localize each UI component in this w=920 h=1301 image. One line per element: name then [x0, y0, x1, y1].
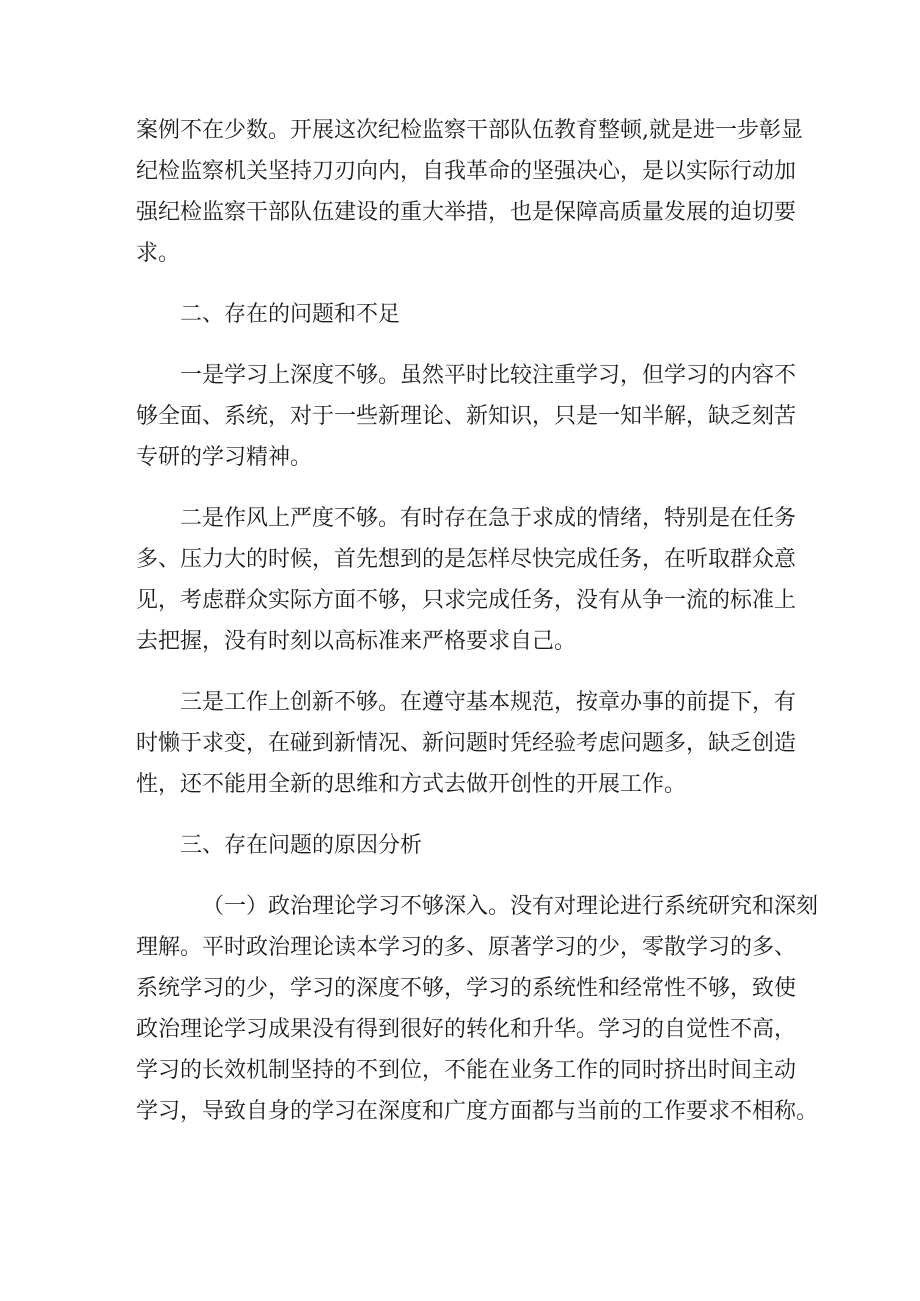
text-line: 时懒于求变，在碰到新情况、新问题时凭经验考虑问题多，缺乏创造: [136, 731, 797, 756]
text-line: 去把握，没有时刻以高标准来严格要求自己。: [136, 629, 577, 654]
document-body: [136, 110, 819, 1132]
text-line: 政治理论学习成果没有得到很好的转化和升华。学习的自觉性不高，: [136, 1017, 797, 1042]
paragraph-political-theory: [136, 886, 819, 1132]
text-line: 案例不在少数。开展这次纪检监察干部队伍教育整顿,就是进一步彰显: [136, 118, 803, 143]
text-line: 够全面、系统，对于一些新理论、新知识，只是一知半解，缺乏刻苦: [136, 404, 797, 429]
section-heading-causes: [136, 825, 796, 866]
text-line: 学习，导致自身的学习在深度和广度方面都与当前的工作要求不相称。: [136, 1099, 819, 1124]
text-line: 强纪检监察干部队伍建设的重大举措，也是保障高质量发展的迫切要: [136, 200, 797, 225]
text-line: （一）政治理论学习不够深入。没有对理论进行系统研究和深刻: [202, 894, 819, 919]
text-line: 一是学习上深度不够。虽然平时比较注重学习，但学习的内容不: [180, 363, 797, 388]
heading-text: 二、存在的问题和不足: [180, 302, 401, 327]
paragraph-study-depth: [136, 355, 796, 478]
text-line: 系统学习的少，学习的深度不够，学习的系统性和经常性不够，致使: [136, 976, 797, 1001]
text-line: 纪检监察机关坚持刀刃向内，自我革命的坚强决心，是以实际行动加: [136, 159, 797, 184]
paragraph-innovation: [136, 682, 796, 805]
heading-text: 三、存在问题的原因分析: [180, 833, 423, 858]
paragraph-intro-conclusion: [136, 110, 803, 274]
text-line: 学习的长效机制坚持的不到位，不能在业务工作的同时挤出时间主动: [136, 1058, 797, 1083]
text-line: 见，考虑群众实际方面不够，只求完成任务，没有从争一流的标准上: [136, 588, 797, 613]
text-line: 求。: [136, 241, 181, 266]
text-line: 性，还不能用全新的思维和方式去做开创性的开展工作。: [136, 772, 687, 797]
section-heading-problems: [136, 294, 796, 335]
paragraph-work-style: [136, 498, 796, 662]
text-line: 多、压力大的时候，首先想到的是怎样尽快完成任务，在听取群众意: [136, 547, 797, 572]
text-line: 专研的学习精神。: [136, 445, 313, 470]
text-line: 三是工作上创新不够。在遵守基本规范，按章办事的前提下，有: [180, 690, 797, 715]
text-line: 理解。平时政治理论读本学习的多、原著学习的少，零散学习的多、: [136, 935, 797, 960]
text-line: 二是作风上严度不够。有时存在急于求成的情绪，特别是在任务: [180, 506, 797, 531]
